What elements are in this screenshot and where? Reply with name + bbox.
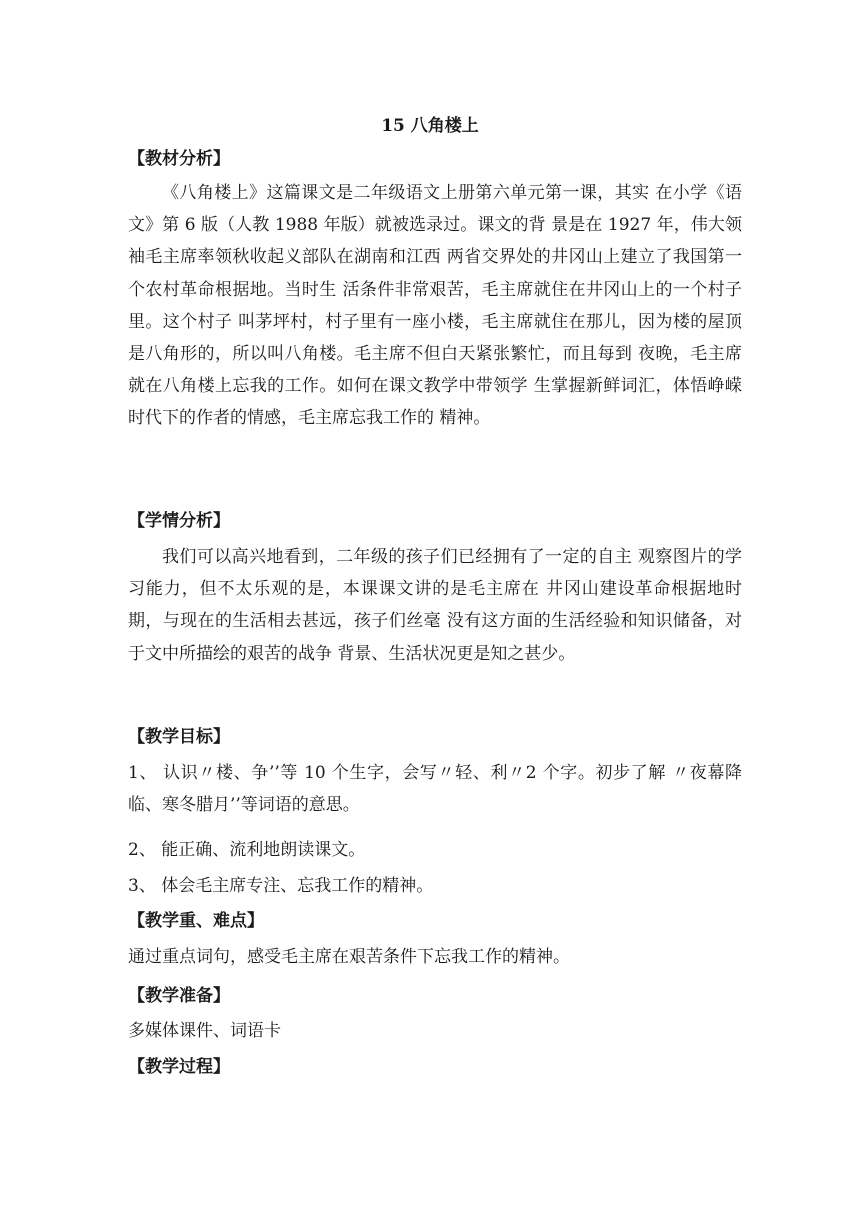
heading-student-analysis: 【学情分析】 [128, 511, 230, 531]
heading-material-analysis: 【教材分析】 [128, 149, 230, 169]
paragraph-preparation: 多媒体课件、词语卡 [128, 1021, 281, 1041]
paragraph-material-analysis: 《八角楼上》这篇课文是二年级语文上册第六单元第一课，其实 在小学《语文》第 6 版（人教 1988 年版）就被选录过。课文的背 景是在 1927 年，伟大领袖毛主席率领秋收起义部队在湖南和江西 两省交界处的井冈山上建立了我国第一个农村革命根据地。当时生 活条件非常艰苦，毛主席就住在井冈山上的一个村子里。这个村子 叫茅坪村，村子里有一座小楼，毛主席就住在那儿，因为楼的屋顶 是八角形的，所以叫八角楼。毛主席不但白天紧张繁忙，而且每到 夜晚，毛主席就在八角楼上忘我的工作。如何在课文教学中带领学 生掌握新鲜词汇，体悟峥嵘时代下的作者的情感，毛主席忘我工作的 精神。 [128, 183, 742, 429]
document-title: 15 八角楼上 [381, 116, 479, 136]
heading-preparation: 【教学准备】 [128, 986, 230, 1006]
heading-teaching-process: 【教学过程】 [128, 1057, 230, 1077]
goal-item-3: 3、 体会毛主席专注、忘我工作的精神。 [128, 876, 434, 896]
heading-key-points: 【教学重、难点】 [128, 911, 264, 931]
paragraph-student-analysis: 我们可以高兴地看到，二年级的孩子们已经拥有了一定的自主 观察图片的学习能力，但不太乐观的是，本课课文讲的是毛主席在 井冈山建设革命根据地时期，与现在的生活相去甚远，孩子们丝毫 没有这方面的生活经验和知识储备，对于文中所描绘的艰苦的战争 背景、生活状况更是知之甚少。 [128, 547, 742, 664]
goal-item-1: 1、 认识〃楼、争’’等 10 个生字，会写〃轻、利〃2 个字。初步了解 〃夜幕降临、寒冬腊月’’等词语的意思。 [128, 763, 742, 815]
heading-teaching-goals: 【教学目标】 [128, 727, 230, 747]
paragraph-key-points: 通过重点词句，感受毛主席在艰苦条件下忘我工作的精神。 [128, 947, 570, 967]
goal-item-2: 2、 能正确、流利地朗读课文。 [128, 840, 366, 860]
